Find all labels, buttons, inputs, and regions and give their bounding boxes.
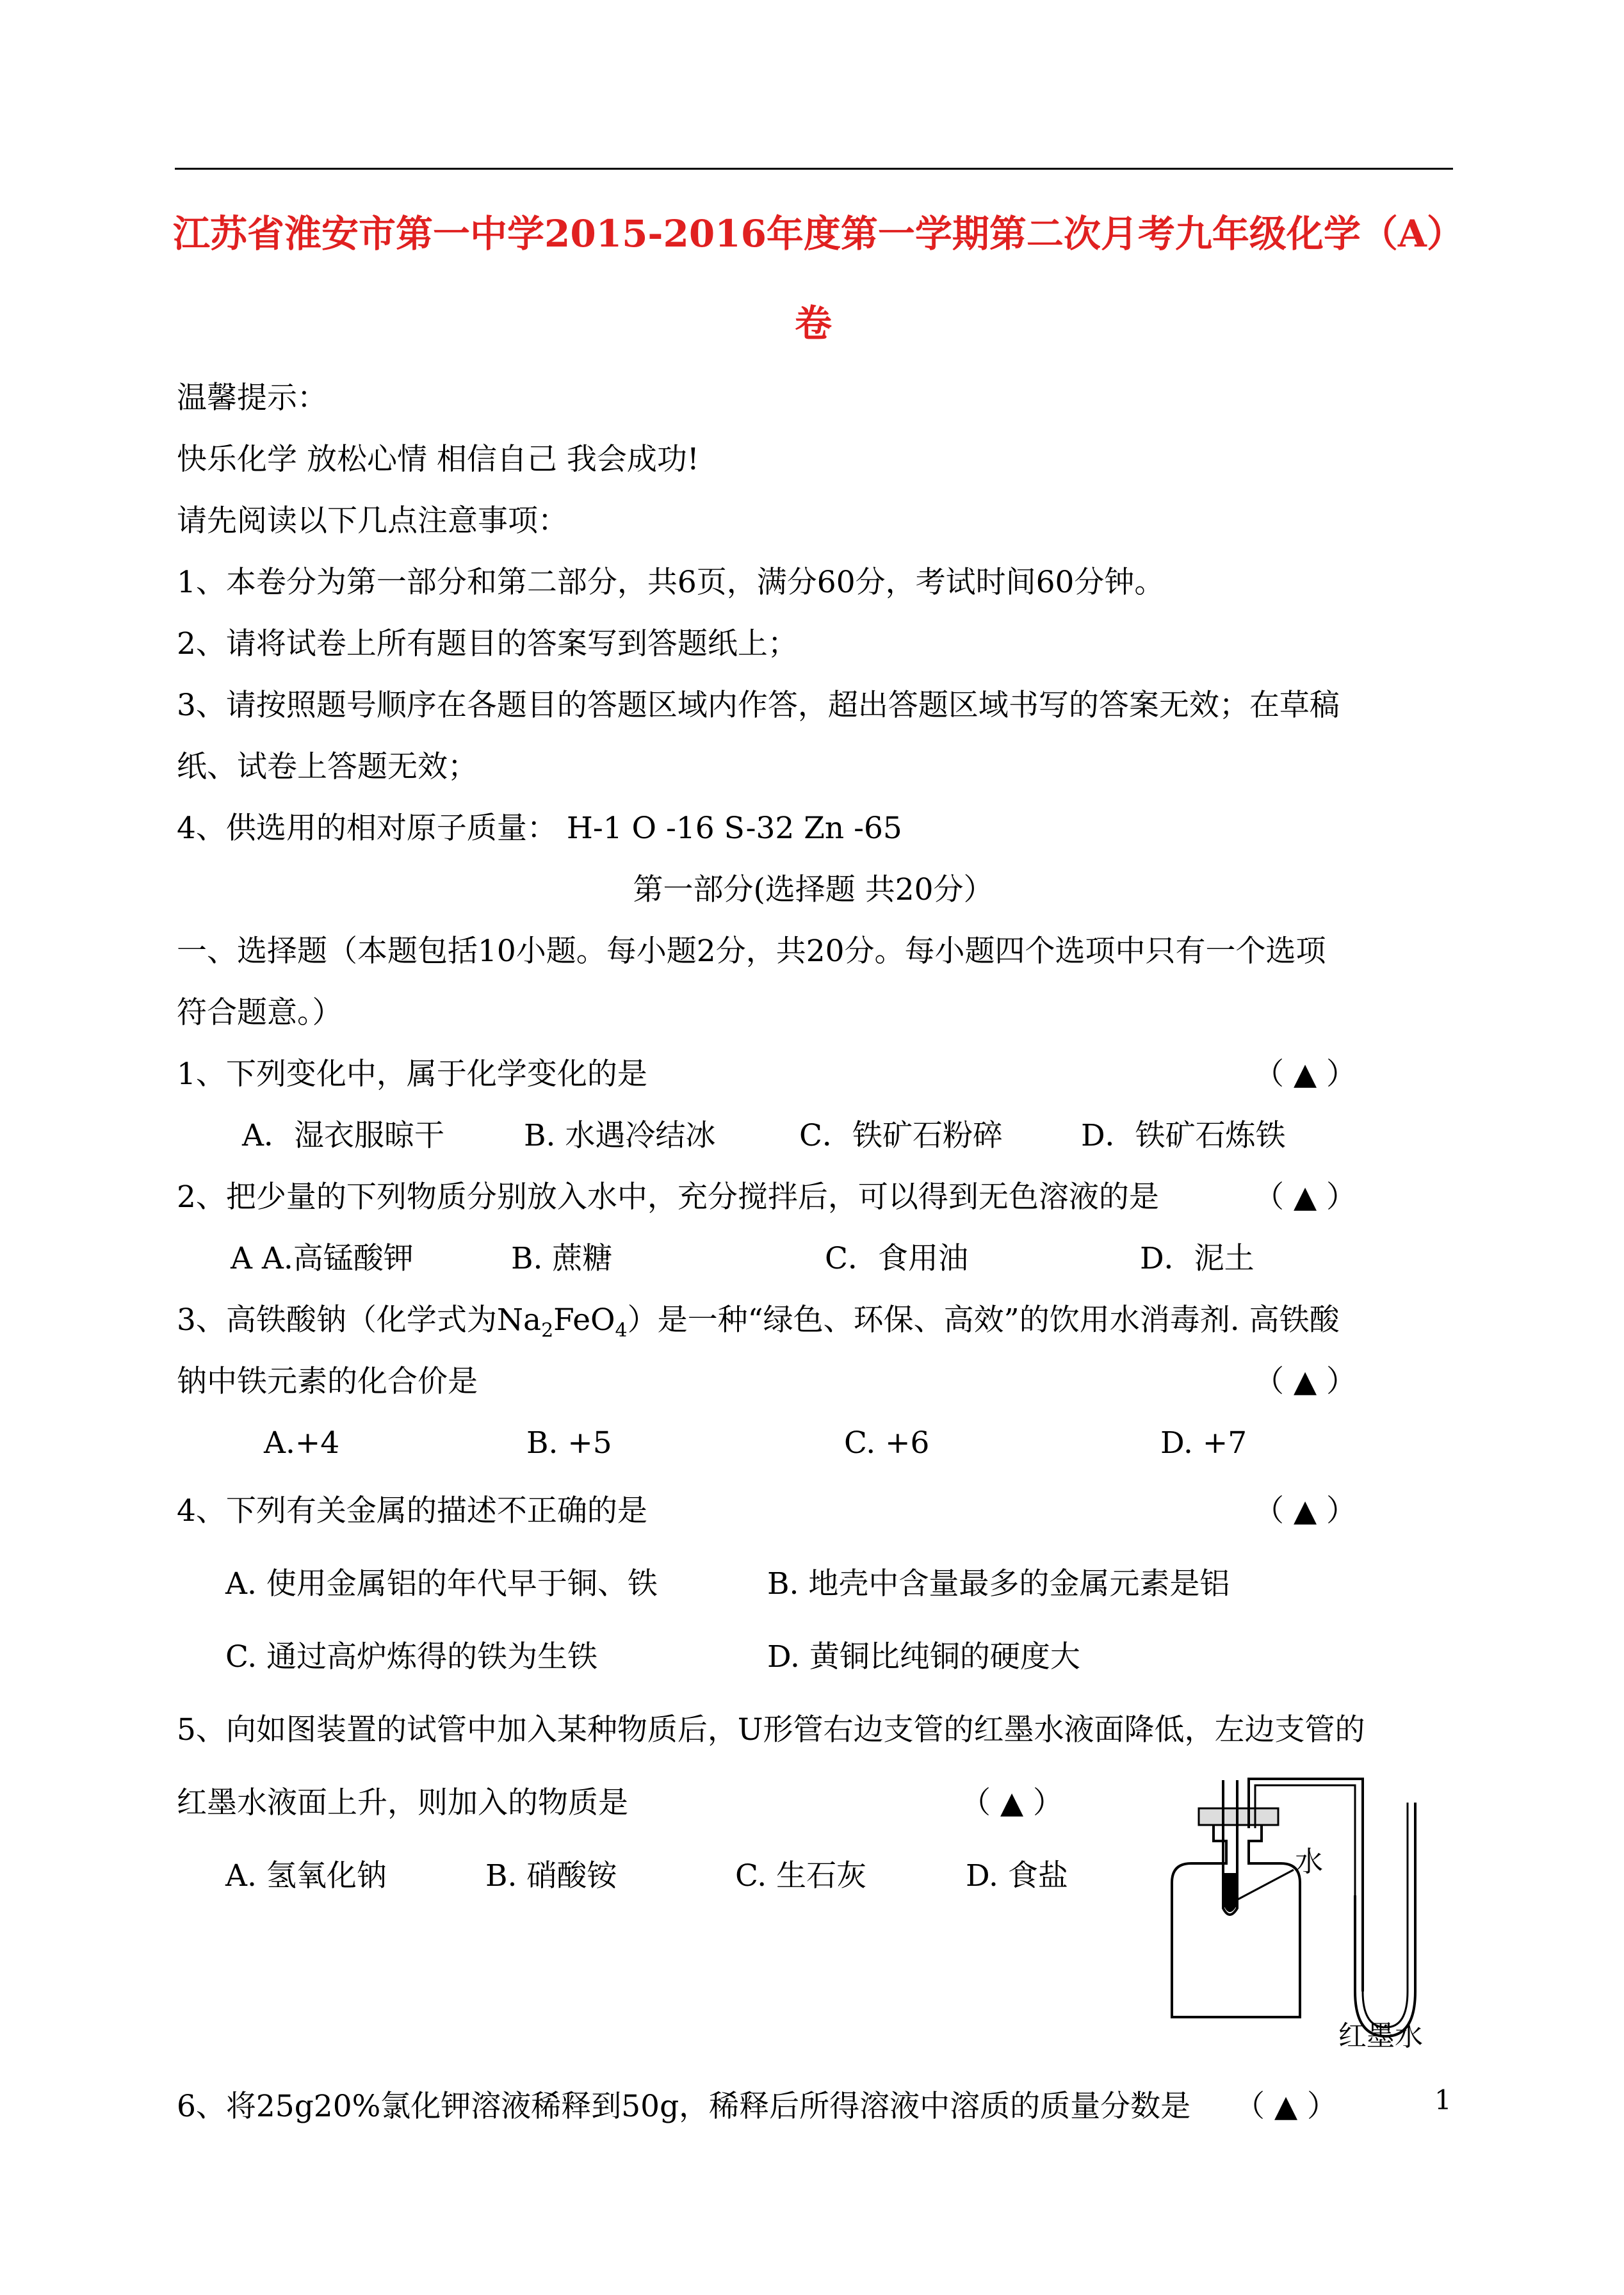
q3-option-d: D. +7 — [1160, 1425, 1247, 1461]
q1-option-b: B. 水遇冷结冰 — [524, 1118, 716, 1153]
q4-option-a: A. 使用金属铝的年代早于铜、铁 — [225, 1566, 658, 1602]
note-2: 2、请将试卷上所有题目的答案写到答题纸上； — [177, 626, 798, 661]
q3-stem-line2: 钠中铁元素的化合价是 — [177, 1364, 478, 1399]
q3-stem-post: ）是一种“绿色、环保、高效”的饮用水消毒剂. 高铁酸 — [627, 1302, 1340, 1338]
note-4: 4、供选用的相对原子质量： H-1 O -16 S-32 Zn -65 — [177, 811, 902, 846]
part1-heading: 第一部分(选择题 共20分） — [633, 872, 994, 907]
u-tube-inner — [1363, 1803, 1408, 2027]
q2-answer-bracket: （ ▲ ） — [1254, 1180, 1357, 1215]
water-label: 水 — [1295, 1845, 1323, 1878]
q6-stem: 6、将25g20%氯化钾溶液稀释到50g，稀释后所得溶液中溶质的质量分数是 — [177, 2089, 1191, 2124]
q3-option-c: C. +6 — [844, 1425, 930, 1461]
q2-option-a: A A.高锰酸钾 — [231, 1241, 414, 1276]
header-rule — [175, 168, 1453, 170]
q4-option-d: D. 黄铜比纯铜的硬度大 — [767, 1639, 1080, 1675]
q3-option-b: B. +5 — [526, 1425, 612, 1461]
note-3a: 3、请按照题号顺序在各题目的答题区域内作答，超出答题区域书写的答案无效；在草稿 — [177, 688, 1340, 723]
q4-answer-bracket: （ ▲ ） — [1254, 1493, 1357, 1529]
section-instructions-b: 符合题意。） — [177, 995, 343, 1030]
note-3b: 纸、试卷上答题无效； — [177, 749, 478, 784]
water-pointer-line — [1231, 1870, 1294, 1903]
q3-formula-sub2: 4 — [615, 1319, 628, 1342]
tip-label: 温馨提示： — [177, 380, 327, 416]
q5-answer-bracket: （ ▲ ） — [961, 1785, 1064, 1821]
q1-answer-bracket: （ ▲ ） — [1254, 1057, 1357, 1092]
q1-stem: 1、下列变化中，属于化学变化的是 — [177, 1057, 647, 1092]
exam-title-line1: 江苏省淮安市第一中学2015-2016年度第一学期第二次月考九年级化学（A） — [173, 212, 1464, 255]
exam-title-line2: 卷 — [794, 302, 832, 345]
q2-option-d: D．泥土 — [1140, 1241, 1255, 1276]
q2-stem: 2、把少量的下列物质分别放入水中，充分搅拌后，可以得到无色溶液的是 — [177, 1180, 1159, 1215]
q3-option-a: A.+4 — [264, 1425, 340, 1461]
u-tube-apparatus-figure — [1159, 1767, 1454, 2049]
note-1: 1、本卷分为第一部分和第二部分，共6页，满分60分，考试时间60分钟。 — [177, 565, 1165, 600]
section-instructions-a: 一、选择题（本题包括10小题。每小题2分，共20分。每小题四个选项中只有一个选项 — [177, 934, 1326, 969]
q5-option-c: C. 生石灰 — [735, 1858, 867, 1894]
notice-heading: 请先阅读以下几点注意事项： — [177, 503, 568, 539]
q2-option-c: C．食用油 — [825, 1241, 968, 1276]
q5-stem-line2: 红墨水液面上升，则加入的物质是 — [177, 1785, 628, 1821]
q5-option-a: A. 氢氧化钠 — [225, 1858, 387, 1894]
q4-option-b: B. 地壳中含量最多的金属元素是铝 — [767, 1566, 1230, 1602]
q5-stem-line1: 5、向如图装置的试管中加入某种物质后，U形管右边支管的红墨水液面降低，左边支管的 — [177, 1712, 1365, 1748]
q2-option-b: B. 蔗糖 — [511, 1241, 613, 1276]
q3-stem-line1 — [177, 1301, 1340, 1350]
q1-option-c: C．铁矿石粉碎 — [799, 1118, 1003, 1153]
q5-option-b: B. 硝酸铵 — [485, 1858, 617, 1894]
q3-formula-sub1: 2 — [541, 1319, 554, 1342]
motto: 快乐化学 放松心情 相信自己 我会成功! — [177, 442, 699, 477]
red-ink-label: 红墨水 — [1338, 2020, 1423, 2049]
q4-stem: 4、下列有关金属的描述不正确的是 — [177, 1493, 647, 1529]
q1-option-d: D．铁矿石炼铁 — [1081, 1118, 1286, 1153]
q5-option-d: D. 食盐 — [966, 1858, 1068, 1894]
page-number: 1 — [1434, 2084, 1452, 2116]
q6-answer-bracket: （ ▲ ） — [1235, 2089, 1338, 2124]
q1-option-a: A．湿衣服晾干 — [242, 1118, 444, 1153]
test-tube-liquid — [1224, 1873, 1236, 1912]
q4-option-c: C. 通过高炉炼得的铁为生铁 — [225, 1639, 598, 1675]
q3-stem-mid: FeO — [553, 1302, 615, 1338]
q3-answer-bracket: （ ▲ ） — [1254, 1364, 1357, 1399]
q3-stem-pre: 3、高铁酸钠（化学式为Na — [177, 1302, 542, 1338]
